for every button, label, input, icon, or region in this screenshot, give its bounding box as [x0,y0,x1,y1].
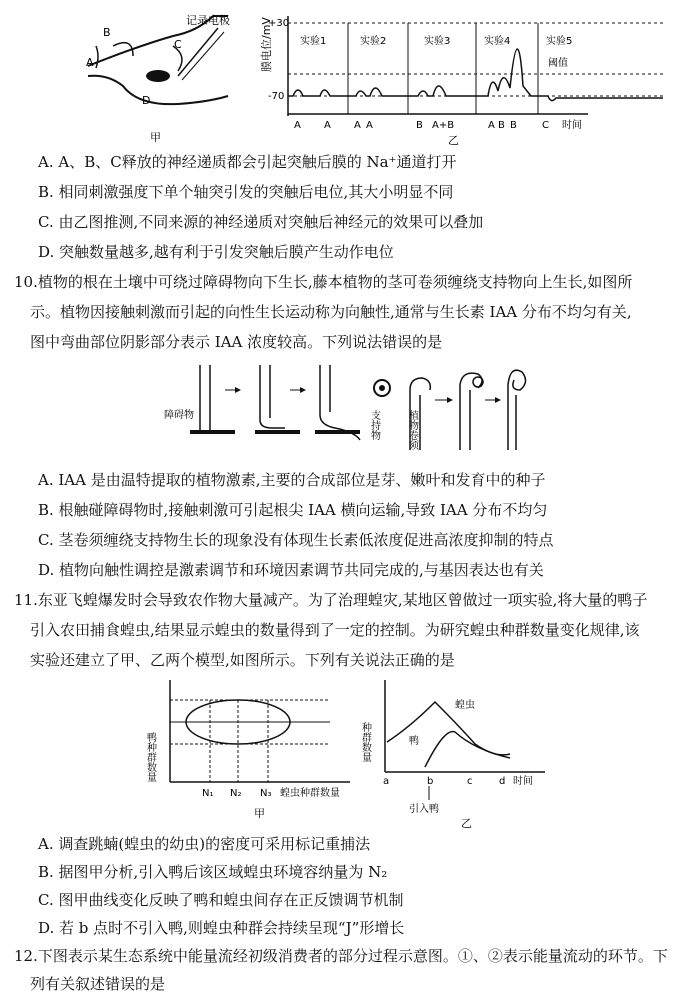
label-c: C [174,38,182,51]
label-obstacle: 障碍物 [164,410,194,421]
q9-option-d: D. 突触数量越多,越有利于引发突触后膜产生动作电位 [38,243,394,261]
stimulus-1: A [294,120,301,131]
label-support: 支持物 [368,410,380,440]
q10-option-c: C. 茎卷须缠绕支持物生长的现象没有体现生长素低浓度促进高浓度抑制的特点 [38,531,554,549]
q11-stem-1: 11.东亚飞蝗爆发时会导致农作物大量减产。为了治理蝗灾,某地区曾做过一项实验,将大量的鸭子 [14,591,648,609]
stimulus-7: A [488,120,495,131]
q11-option-b: B. 据图甲分析,引入鸭后该区域蝗虫环境容纳量为 N₂ [38,863,388,881]
experiment-1: 实验1 [300,36,327,47]
y-bottom-label: -70 [268,91,285,102]
q10-stem-2: 示。植物因接触刺激而引起的向性生长运动称为向触性,通常与生长素 IAA 分布不均匀有关, [30,303,632,321]
label-electrode: 记录电极 [186,14,230,27]
stimulus-9: B [510,120,517,131]
q11-yi-tick-d: d [499,776,506,787]
label-d: D [142,94,151,107]
q10-option-b: B. 根触碰障碍物时,接触刺激可引起根尖 IAA 横向运输,导致 IAA 分布不均匀 [38,501,548,519]
q11-jia-tick-n3: N₃ [260,788,272,799]
q9-option-b: B. 相同刺激强度下单个轴突引发的突触后电位,其大小明显不同 [38,183,454,201]
experiment-3: 实验3 [424,36,451,47]
q11-jia-x-label: 蝗虫种群数量 [280,788,340,799]
q9-option-a: A. A、B、C释放的神经递质都会引起突触后膜的 Na⁺通道打开 [38,153,457,171]
q11-option-d: D. 若 b 点时不引入鸭,则蝗虫种群会持续呈现“J”形增长 [38,919,405,937]
figure-q11-jia [144,672,360,822]
q11-yi-tick-b: b [427,776,434,787]
q11-yi-y-label: 种群数量 [359,722,371,762]
time-label: 时间 [562,120,582,131]
q10-option-a: A. IAA 是由温特提取的植物激素,主要的合成部位是芽、嫩叶和发育中的种子 [38,471,546,489]
q11-yi-x-label: 时间 [513,776,533,787]
q10-stem-1: 10.植物的根在土壤中可绕过障碍物向下生长,藤本植物的茎可卷须缠绕支持物向上生长,如图所 [14,273,633,291]
q11-option-c: C. 图甲曲线变化反映了鸭和蝗虫间存在正反馈调节机制 [38,891,404,909]
experiment-5: 实验5 [546,36,573,47]
q11-yi-caption: 乙 [461,817,472,830]
stimulus-6: A+B [432,120,455,131]
figure-q11-yi [359,672,555,832]
q10-stem-3: 图中弯曲部位阴影部分表示 IAA 浓度较高。下列说法错误的是 [30,333,443,351]
experiment-2: 实验2 [360,36,387,47]
label-a: A [86,56,94,69]
caption-yi: 乙 [448,134,459,147]
q12-stem-2: 列有关叙述错误的是 [30,975,166,993]
y-top-label: +30 [268,18,290,29]
figure-jia-neuron [78,6,258,146]
q9-option-c: C. 由乙图推测,不同来源的神经递质对突触后神经元的效果可以叠加 [38,213,484,231]
figure-q10-tropism [160,360,530,460]
q11-jia-tick-n2: N₂ [230,788,242,799]
stimulus-5: B [416,120,423,131]
q11-yi-annotation: 引入鸭 [409,804,439,815]
y-axis-label: 膜电位/mV [260,17,273,72]
q11-yi-tick-a: a [383,776,390,787]
q11-stem-2: 引入农田捕食蝗虫,结果显示蝗虫的数量得到了一定的控制。为研究蝗虫种群数量变化规律,该 [30,621,640,639]
experiment-4: 实验4 [484,36,511,47]
q11-jia-y-label: 鸭种群数量 [144,732,156,782]
q11-yi-tick-c: c [467,776,473,787]
threshold-label: 阈值 [548,58,568,69]
stimulus-3: A [354,120,361,131]
caption-jia: 甲 [150,131,161,144]
stimulus-4: A [366,120,373,131]
q11-yi-series-locust: 蝗虫 [455,700,475,711]
label-tendril: 植物卷须 [406,410,418,450]
q11-yi-series-duck: 鸭 [409,736,419,747]
q11-jia-caption: 甲 [254,807,265,820]
stimulus-8: B [498,120,505,131]
q11-option-a: A. 调查跳蝻(蝗虫的幼虫)的密度可采用标记重捕法 [38,835,371,853]
q10-option-d: D. 植物向触性调控是激素调节和环境因素调节共同完成的,与基因表达也有关 [38,561,544,579]
stimulus-10: C [542,120,549,131]
stimulus-2: A [324,120,331,131]
q12-stem-1: 12.下图表示某生态系统中能量流经初级消费者的部分过程示意图。①、②表示能量流动的环节。下 [14,947,668,965]
q11-stem-3: 实验还建立了甲、乙两个模型,如图所示。下列有关说法正确的是 [30,651,455,669]
figure-yi-membrane-potential [248,6,678,146]
label-b: B [103,26,111,39]
q11-jia-tick-n1: N₁ [202,788,214,799]
